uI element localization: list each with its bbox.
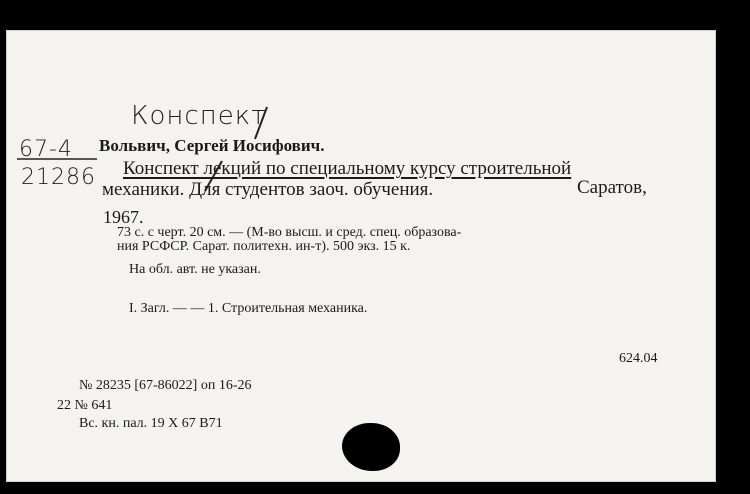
publication-year: 1967.: [103, 207, 144, 227]
punch-hole: [342, 423, 400, 471]
footer-line-1: № 28235 [67-86022] оп 16-26: [79, 378, 252, 393]
physical-description-1: 73 с. с черт. 20 см. — (М-во высш. и сред. спец. образова-: [117, 225, 462, 240]
author-heading: Вольвич, Сергей Иосифович.: [99, 136, 325, 155]
subject-tracing: I. Загл. — — 1. Строительная механика.: [129, 301, 368, 316]
footer-line-3: Вс. кн. пал. 19 X 67 В71: [79, 416, 223, 431]
author-note: На обл. авт. не указан.: [129, 262, 261, 277]
handwritten-call-number-1: 67-4: [19, 137, 73, 162]
catalog-card: [6, 30, 716, 482]
handwritten-call-number-2: 21286: [21, 165, 96, 190]
publication-place: Саратов,: [577, 177, 647, 198]
title-line-2: механики. Для студентов заоч. обучения.: [102, 179, 434, 200]
handwritten-title-note: Конспект: [131, 101, 267, 131]
physical-description-2: ния РСФСР. Сарат. политехн. ин-т). 500 экз. 15 к.: [117, 239, 411, 254]
footer-line-2: 22 № 641: [57, 398, 113, 413]
title-line-1: Конспект лекций по специальному курсу строительной: [123, 158, 572, 179]
classification-number: 624.04: [619, 351, 658, 366]
